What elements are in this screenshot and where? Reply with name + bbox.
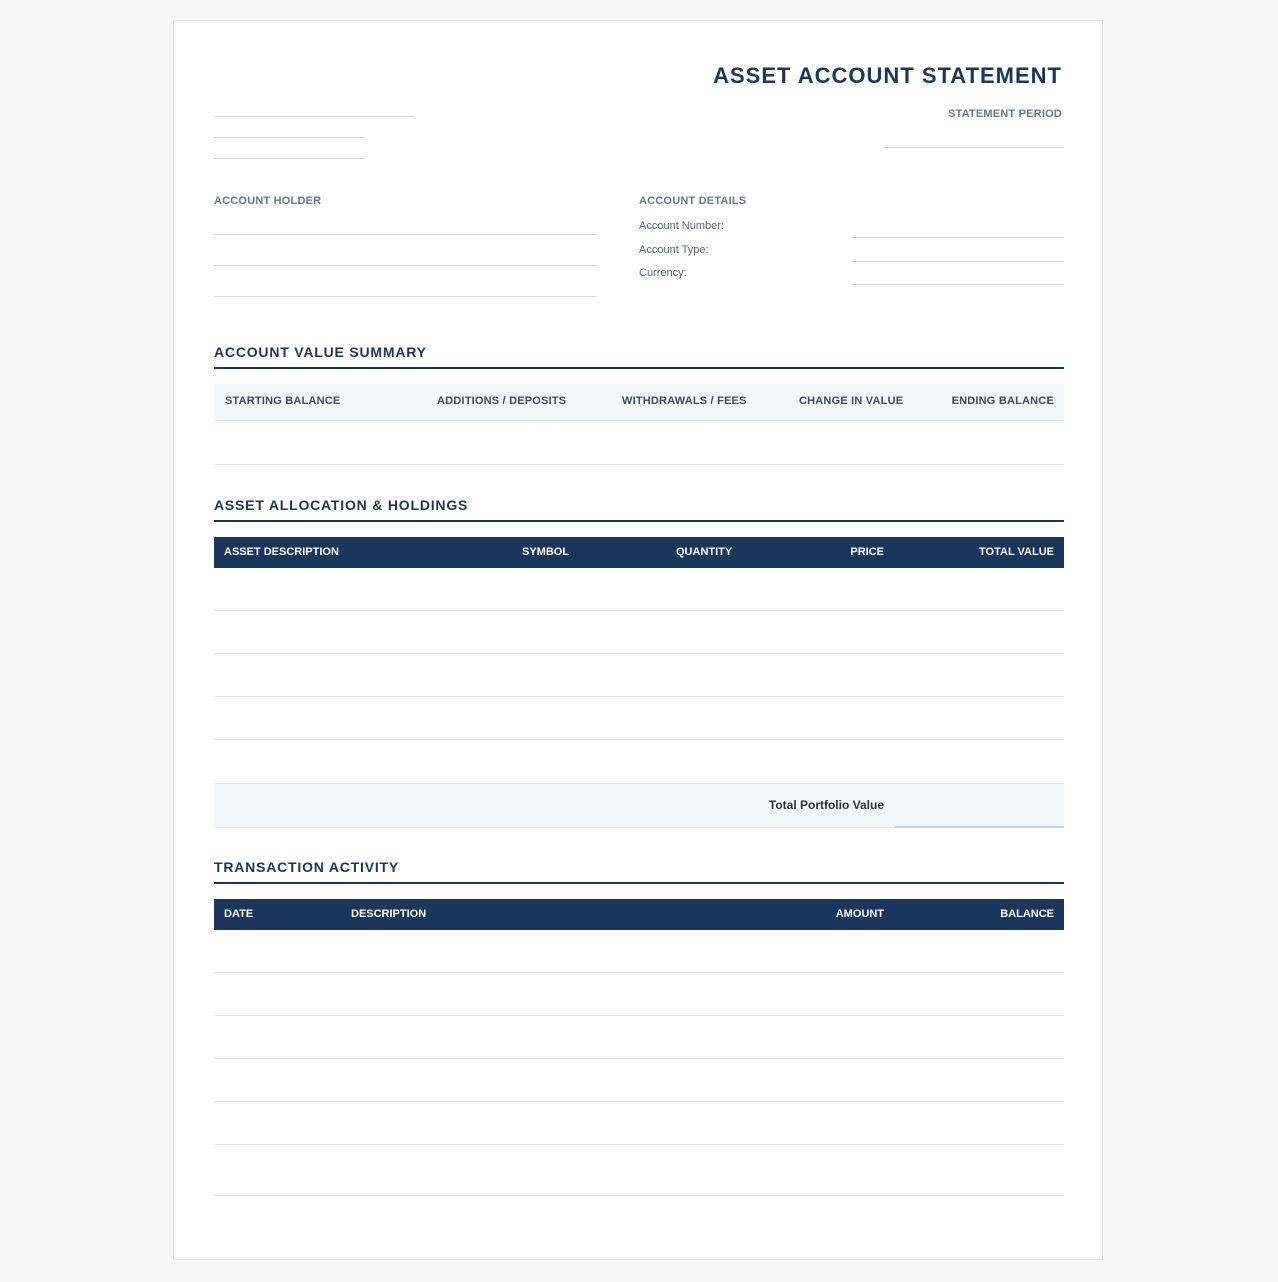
transactions-header-row — [214, 899, 1064, 930]
company-name-line — [214, 116, 414, 117]
statement-period-line — [884, 147, 1064, 148]
account-number-line — [852, 237, 1064, 238]
table-row — [214, 653, 1064, 654]
holder-address-line-1 — [214, 265, 597, 266]
company-address-line-1 — [214, 137, 364, 138]
currency-line — [852, 284, 1064, 285]
holdings-header-row — [214, 537, 1064, 568]
total-portfolio-row — [214, 783, 1064, 828]
company-address-line-2 — [214, 158, 364, 159]
transactions-col-date: DATE — [224, 908, 254, 920]
transactions-col-description: DESCRIPTION — [351, 908, 427, 920]
table-row — [214, 1015, 1064, 1016]
holdings-col-description: ASSET DESCRIPTION — [224, 546, 339, 558]
transactions-section-rule — [214, 882, 1064, 884]
summary-col-ending-balance: ENDING BALANCE — [951, 395, 1054, 407]
total-portfolio-value-line — [894, 826, 1064, 828]
holder-address-line-2 — [214, 296, 597, 297]
account-type-line — [852, 261, 1064, 262]
table-row — [214, 1101, 1064, 1102]
table-row — [214, 739, 1064, 740]
statement-page — [173, 20, 1103, 1260]
summary-col-change: CHANGE IN VALUE — [799, 395, 904, 407]
statement-title: ASSET ACCOUNT STATEMENT — [713, 63, 1062, 88]
summary-header-row — [214, 384, 1064, 421]
table-row — [214, 1195, 1064, 1196]
holdings-col-total-value: TOTAL VALUE — [979, 546, 1054, 558]
transactions-section-title: TRANSACTION ACTIVITY — [214, 859, 400, 875]
summary-section-title: ACCOUNT VALUE SUMMARY — [214, 344, 427, 360]
holdings-section-title: ASSET ALLOCATION & HOLDINGS — [214, 497, 469, 513]
summary-section-rule — [214, 367, 1064, 369]
total-portfolio-label: Total Portfolio Value — [768, 798, 884, 812]
holdings-col-symbol: SYMBOL — [522, 546, 570, 558]
holdings-col-price: PRICE — [850, 546, 884, 558]
statement-period-label: STATEMENT PERIOD — [947, 108, 1062, 120]
account-holder-label: ACCOUNT HOLDER — [214, 195, 322, 207]
table-row — [214, 696, 1064, 697]
account-number-label: Account Number: — [639, 220, 724, 232]
account-details-label: ACCOUNT DETAILS — [639, 195, 747, 207]
summary-col-withdrawals: WITHDRAWALS / FEES — [622, 395, 747, 407]
summary-col-additions: ADDITIONS / DEPOSITS — [437, 395, 567, 407]
summary-col-starting-balance: STARTING BALANCE — [225, 395, 341, 407]
table-row — [214, 610, 1064, 611]
holdings-col-quantity: QUANTITY — [676, 546, 733, 558]
holder-name-line — [214, 234, 597, 235]
account-type-label: Account Type: — [639, 244, 709, 256]
table-row — [214, 972, 1064, 973]
transactions-col-amount: AMOUNT — [835, 908, 884, 920]
holdings-section-rule — [214, 520, 1064, 522]
summary-value-row-line — [214, 464, 1064, 465]
table-row — [214, 1144, 1064, 1145]
currency-label: Currency: — [639, 267, 687, 279]
transactions-col-balance: BALANCE — [1000, 908, 1054, 920]
table-row — [214, 1058, 1064, 1059]
